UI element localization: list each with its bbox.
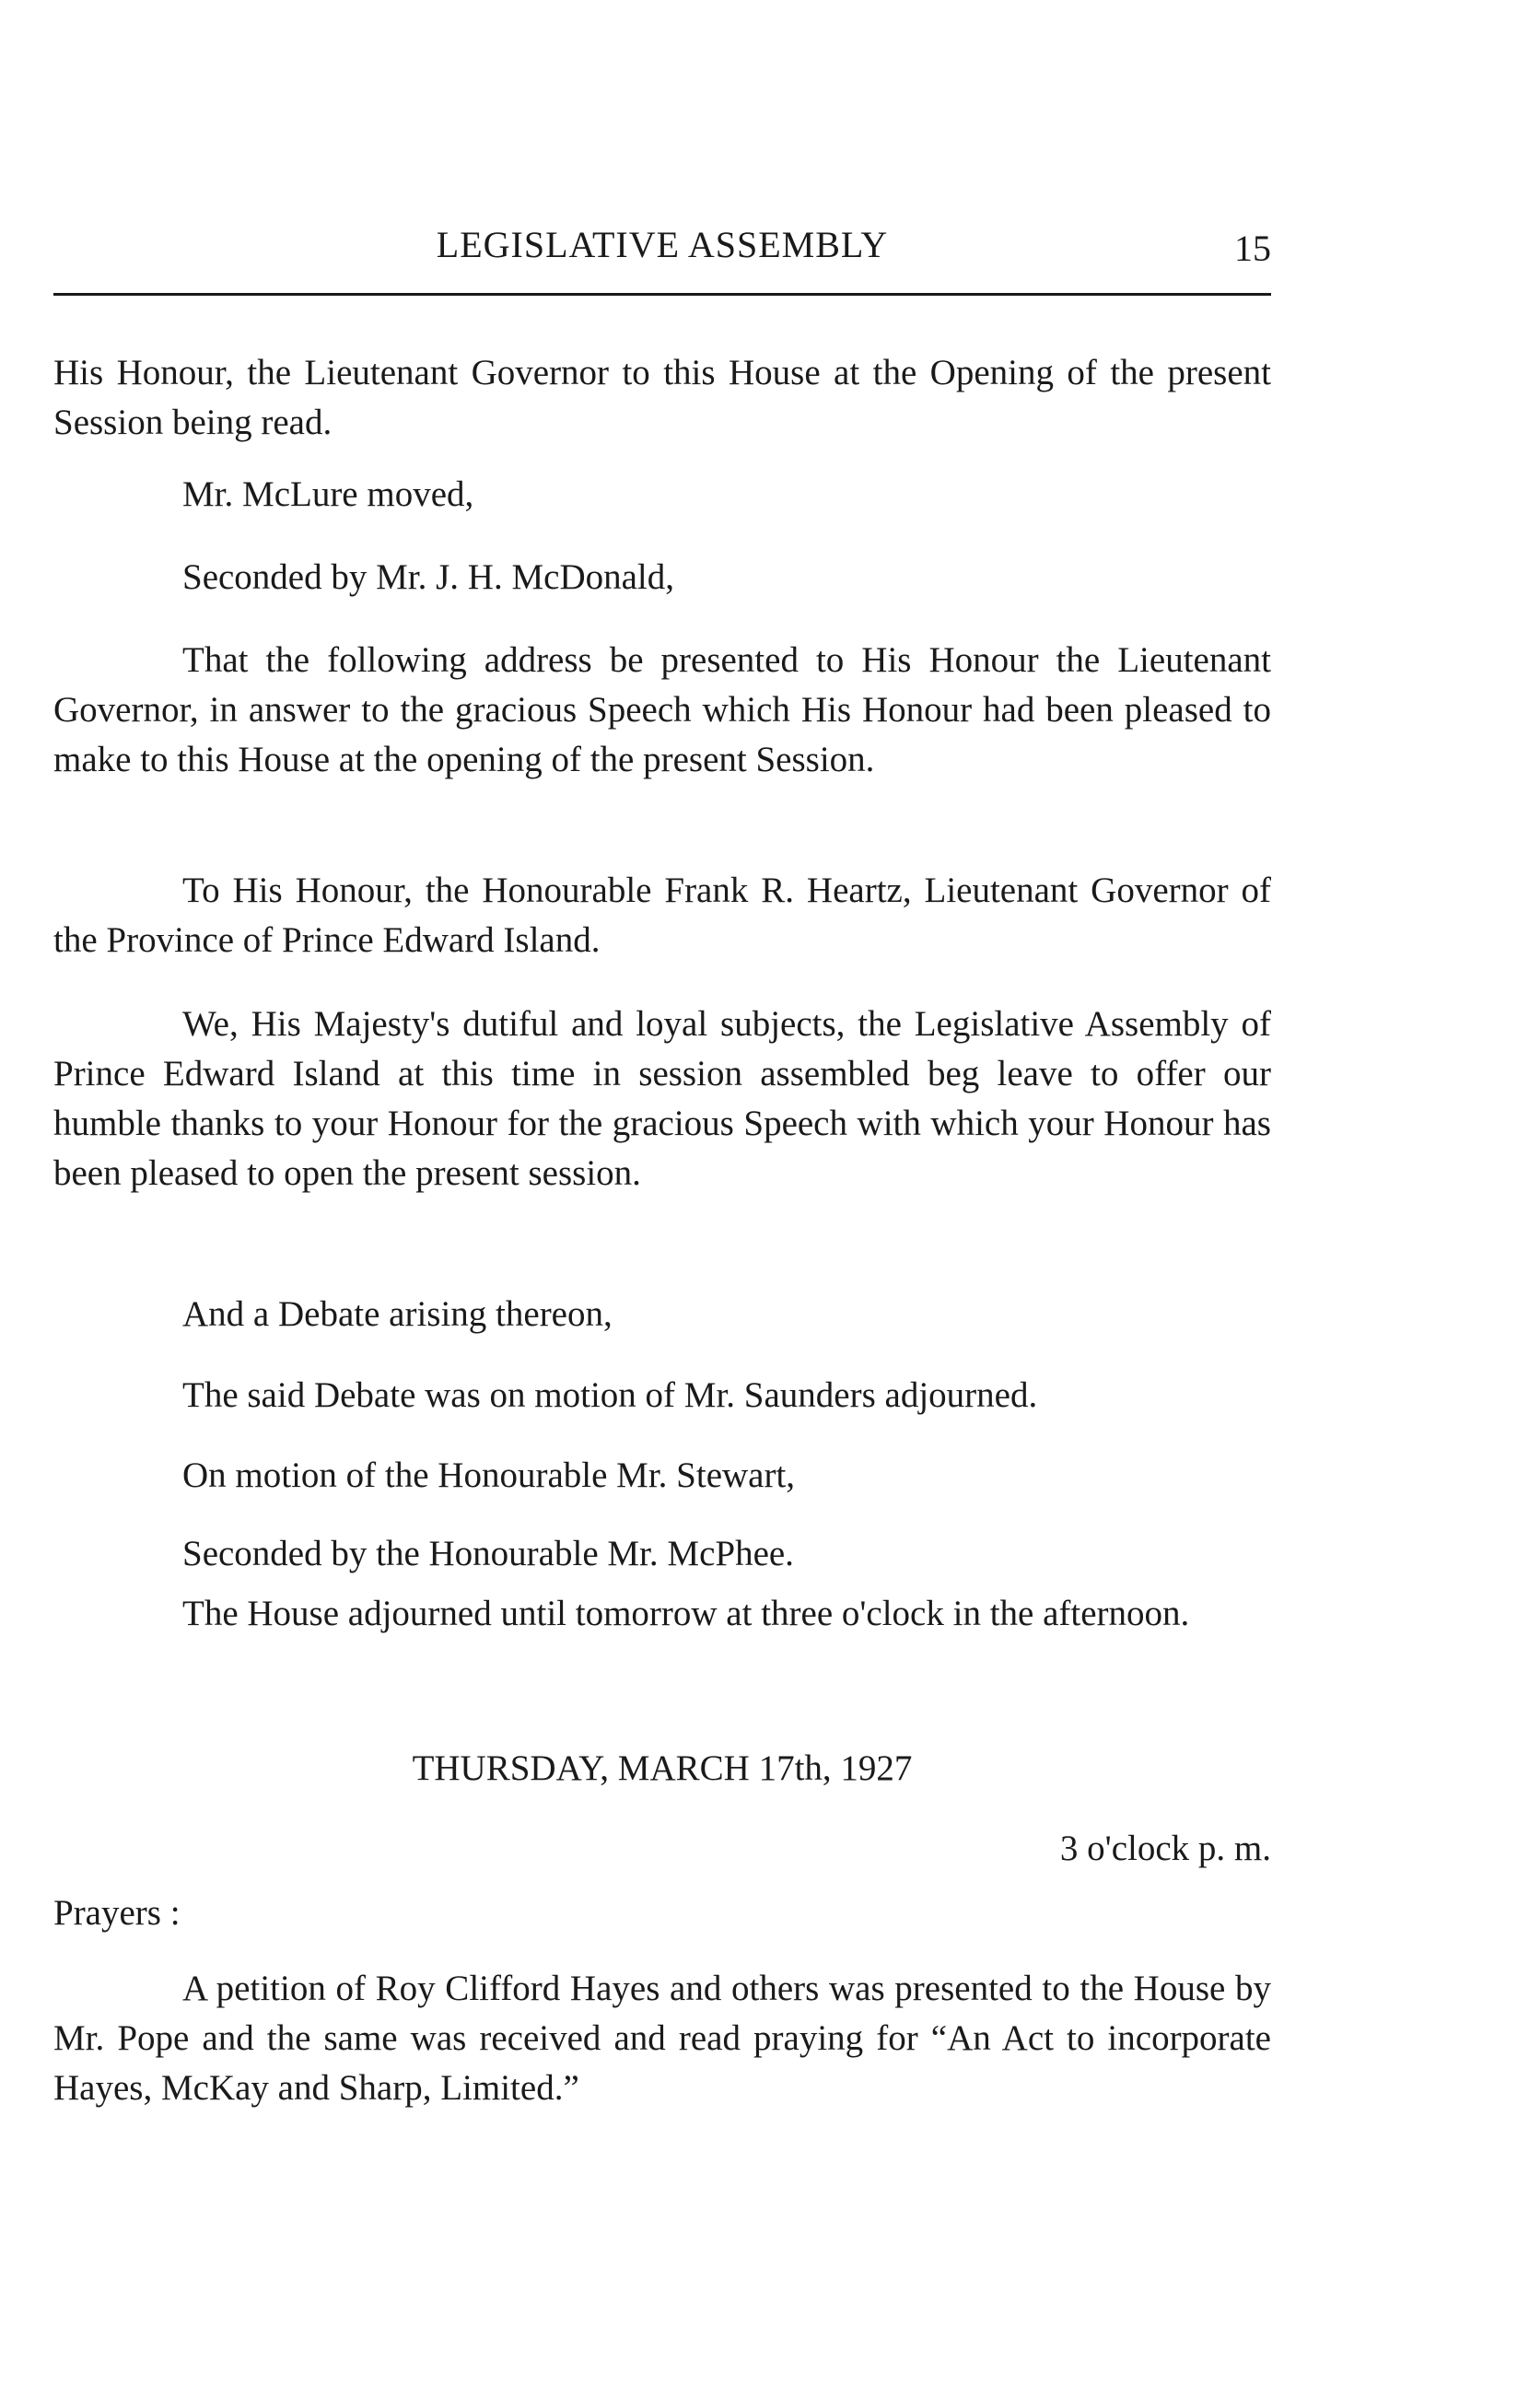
header-rule (53, 293, 1271, 296)
paragraph-debate: And a Debate arising thereon, (182, 1294, 613, 1334)
paragraph-continuation: His Honour, the Lieutenant Governor to this House at the Opening of the present Session being read. (53, 353, 1271, 442)
paragraph-seconded-mcphee: Seconded by the Honourable Mr. McPhee. (182, 1534, 794, 1573)
paragraph-petition: A petition of Roy Clifford Hayes and others was presented to the House by Mr. Pope and the same was received and read praying for “An Act to incorporate Hayes, McKay and Sharp, Limited.” (53, 1969, 1271, 2108)
paragraph-house-adjourned: The House adjourned until tomorrow at three o'clock in the afternoon. (182, 1594, 1190, 1633)
page-number: 15 (1234, 228, 1271, 269)
paragraph-motion-stewart: On motion of the Honourable Mr. Stewart, (182, 1455, 796, 1495)
paragraph-adjourned-debate: The said Debate was on motion of Mr. Saunders adjourned. (182, 1375, 1038, 1415)
paragraph-salutation: To His Honour, the Honourable Frank R. Heartz, Lieutenant Governor of the Province of Prince Edward Island. (53, 871, 1271, 960)
date-heading: THURSDAY, MARCH 17th, 1927 (412, 1748, 913, 1788)
paragraph-motion: Mr. McLure moved, (182, 474, 474, 514)
paragraph-reply: We, His Majesty's dutiful and loyal subjects, the Legislative Assembly of Prince Edward Island at this time in session assembled beg leave to offer our humble thanks to your Honour for the gracious Speech with which your Honour has been pleased to open the present session. (53, 1004, 1271, 1193)
paragraph-address: That the following address be presented to His Honour the Lieutenant Governor, in answer to the gracious Speech which His Honour had been pleased to make to this House at the opening of the present Session. (53, 640, 1271, 779)
paragraph-seconded: Seconded by Mr. J. H. McDonald, (182, 557, 675, 597)
running-head: LEGISLATIVE ASSEMBLY (436, 224, 889, 265)
prayers-line: Prayers : (53, 1893, 181, 1933)
time-line: 3 o'clock p. m. (1059, 1829, 1271, 1868)
page-header (53, 223, 1271, 278)
